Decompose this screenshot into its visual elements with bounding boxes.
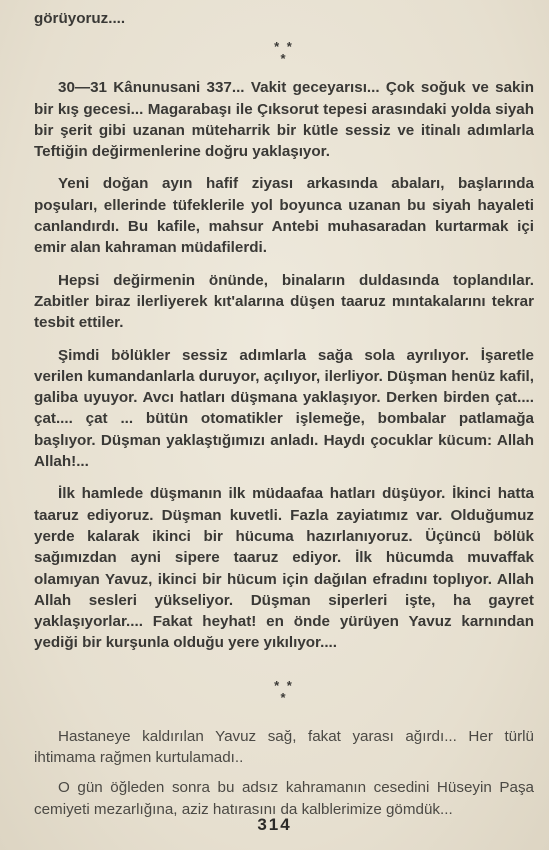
paragraph-4: Şimdi bölükler sessiz adımlarla sağa sola ayrılıyor. İşaretle verilen kumandanlarla duruyor, açılıyor, ilerliyor. Düşman henüz kafil, galiba uyuyor. Avcı hatları düşmana yaklaşıyor. Derken birden çat.... çat.... çat ... bütün otomatikler işlemeğe, bombalar patlamağa başlıyor. Düşman yaklaştığımızı anladı. Haydı çocuklar kücum: Allah Allah!...: [34, 346, 534, 471]
top-text-fragment: görüyoruz....: [34, 10, 126, 27]
paragraph-3: Hepsi değirmenin önünde, binaların duldasında toplandılar. Zabitler biraz ilerliyerek kıt'alarına düşen taaruz mıntakalarını tekrar tesbit ettiler.: [34, 271, 534, 332]
separator-stars-row2: *: [280, 689, 288, 705]
separator-stars-row1: * *: [274, 39, 294, 55]
paragraph-6: Hastaneye kaldırılan Yavuz sağ, fakat yarası ağırdı... Her türlü ihtimama rağmen kurtulamadı..: [34, 727, 534, 767]
paragraph-7: O gün öğleden sonra bu adsız kahramanın cesedini Hüseyin Paşa cemiyeti mezarlığına, aziz hatırasını da kalblerimize gömdük...: [34, 779, 534, 818]
separator-stars-row1: * *: [274, 677, 294, 693]
faded-lower-section: [34, 726, 534, 820]
section-separator-bottom: [34, 677, 534, 705]
section-separator-top: [34, 41, 534, 65]
paragraph-5: İlk hamlede düşmanın ilk müdaafaa hatları düşüyor. İkinci hatta taaruz ediyoruz. Düşman kuvetli. Fazla zayiatımız var. Olduğumuz yerde kalarak ikinci bir hücuma hazırlanıyoruz. Üçüncü bölük sağımızdan ayni sipere taaruz ediyor. İlk hücumda muvaffak olamıyan Yavuz, ikinci bir hücum için dağılan efradını toplıyor. Allah Allah sesleri yükseliyor. Düşman siperleri işte, ha gayret yaklaşıyorlar.... Fakat heyhat! en önde yürüyen Yavuz karnından yediği bir kurşunla olduğu yere yıkılıyor....: [34, 485, 534, 652]
page-number: 314: [257, 815, 292, 834]
paragraph-1: 30—31 Kânunusani 337... Vakit geceyarısı... Çok soğuk ve sakin bir kış gecesi... Magarabaşı ile Çıksorut tepesi arasındaki yolda siyah bir şerit gibi uzanan müteharrik bir kütle sessiz ve itinalı adımlarla Teftiğin değirmenlerine doğru yaklaşıyor.: [34, 79, 534, 161]
separator-stars-row2: *: [280, 51, 288, 67]
paragraph-2: Yeni doğan ayın hafif ziyası arkasında abaları, başlarında poşuları, ellerinde tüfeklerile yol boyunca uzanan bu siyah hayaleti canlandırdı. Bu kafile, mahsur Antebi muhasaradan kurtarmak içi emir alan kahraman müdafilerdi.: [34, 175, 534, 257]
page-content: [34, 8, 534, 829]
